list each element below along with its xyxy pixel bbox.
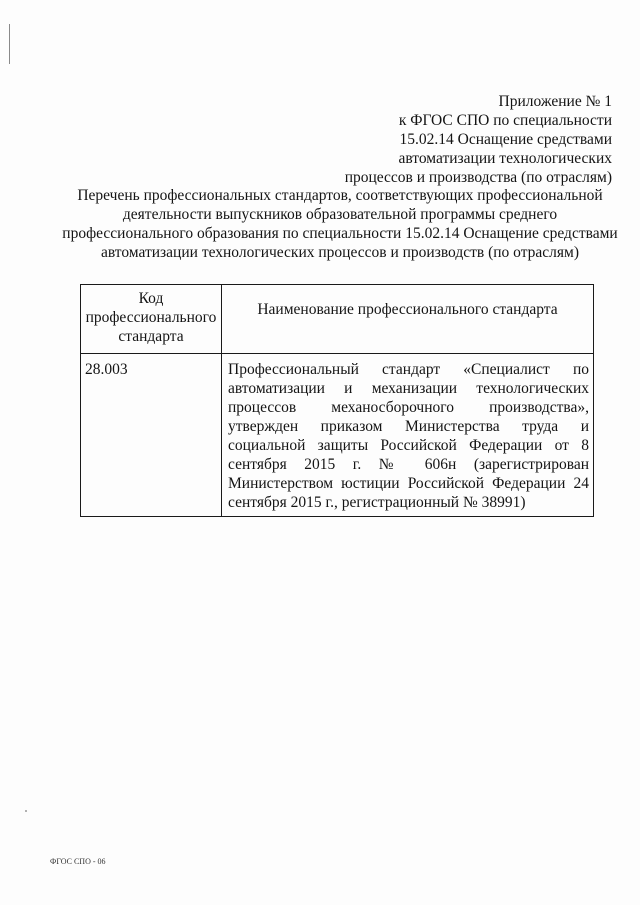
title-line-3: профессионального образования по специальности 15.02.14 Оснащение средствами [62,225,618,242]
title-line-2: деятельности выпускников образовательной программы среднего [122,206,558,223]
appendix-specialty-name: автоматизации технологических [398,150,612,167]
appendix-header [312,92,612,187]
scan-speck [25,810,27,812]
standard-name: Профессиональный стандарт «Специалист по автоматизации и механизации технологических процессов механосборочного производства», утвержден приказом Министерства труда и социальной защиты Российской Федерации от 8 сентября 2015 г. № 606н (зарегистрирован Министерством юстиции Российской Федерации 24 сентября 2015 г., регистрационный № 38991) [222,354,594,517]
scan-edge-mark [9,24,10,64]
table-row [81,354,594,517]
title-line-1: Перечень профессиональных стандартов, соответствующих профессиональной [77,187,603,204]
appendix-reference: к ФГОС СПО по специальности [398,112,612,129]
footer-label: ФГОС СПО - 06 [50,857,106,866]
table-header-row [81,285,594,354]
header-code: Код профессионального стандарта [81,285,222,354]
appendix-specialty-suffix: процессов и производства (по отраслям) [344,169,612,186]
standard-code: 28.003 [81,354,222,517]
appendix-number: Приложение № 1 [498,93,612,110]
document-title [60,186,620,262]
header-name: Наименование профессионального стандарта [222,285,594,354]
title-line-4: автоматизации технологических процессов и производств (по отраслям) [100,244,580,261]
appendix-specialty-code: 15.02.14 Оснащение средствами [399,131,612,148]
standards-table [80,284,594,517]
